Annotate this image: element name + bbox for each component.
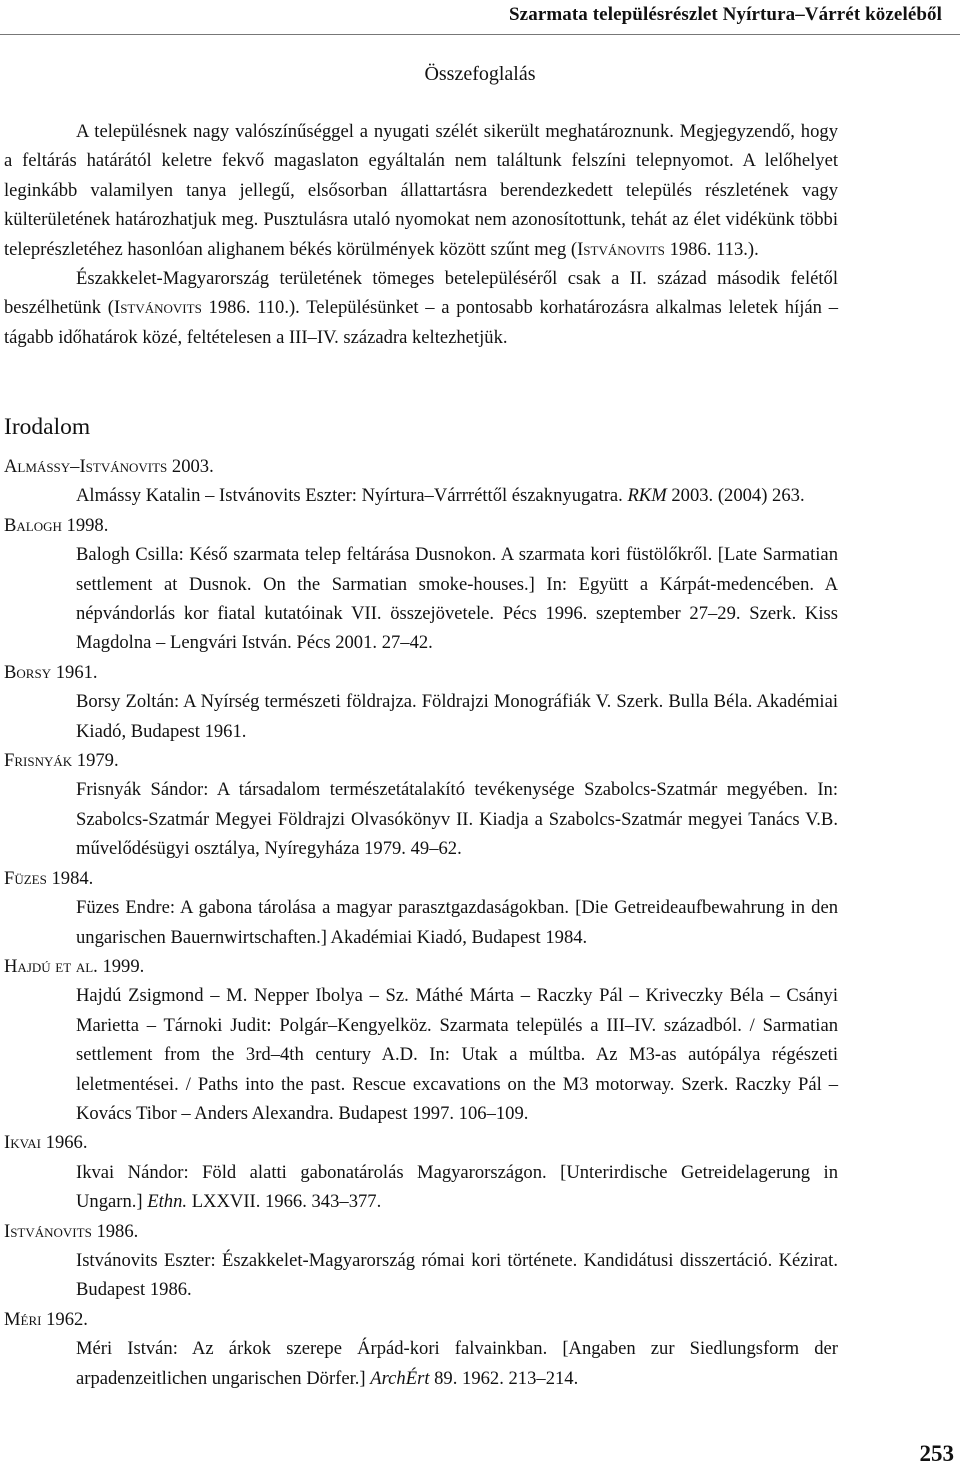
reference-text: Almássy Katalin – Istvánovits Eszter: Nyírtura–Várrréttől északnyugatra. bbox=[76, 485, 628, 507]
summary-body bbox=[4, 117, 838, 352]
reference-list bbox=[4, 452, 838, 1393]
reference-entry bbox=[76, 687, 838, 746]
reference-entry bbox=[76, 1334, 838, 1393]
reference-key: Almássy–Istvánovits 2003. bbox=[4, 456, 214, 477]
paragraph-text: 1986. 113.). bbox=[664, 238, 759, 260]
journal-title: Ethn. bbox=[147, 1191, 188, 1213]
reference-text: Füzes Endre: A gabona tárolása a magyar parasztgazdaságokban. [Die Getreideaufbewahrung in den ungarischen Bauernwirtschaften.] Akadémiai Kiadó, Budapest 1984. bbox=[76, 897, 838, 948]
reference-entry bbox=[76, 481, 838, 510]
reference-key: Füzes 1984. bbox=[4, 867, 94, 889]
citation-author: Istvánovits bbox=[577, 238, 665, 260]
reference-entry bbox=[76, 540, 838, 658]
reference-key: Méri 1962. bbox=[4, 1308, 88, 1330]
reference-key: Frisnyák 1979. bbox=[4, 750, 119, 772]
running-head: Szarmata településrészlet Nyírtura–Várrét közeléből bbox=[509, 4, 942, 25]
reference-key: Istvánovits 1986. bbox=[4, 1220, 139, 1242]
reference-key: Hajdú et al. 1999. bbox=[4, 955, 145, 977]
header-rule bbox=[0, 34, 960, 35]
journal-title: RKM bbox=[627, 485, 667, 507]
summary-paragraph-2 bbox=[4, 264, 838, 352]
reference-text: LXXVII. 1966. 343–377. bbox=[187, 1191, 382, 1213]
reference-key: Borsy 1961. bbox=[4, 661, 98, 683]
reference-text: Ikvai Nándor: Föld alatti gabonatárolás Magyarországon. [Unterirdische Getreidelagerung in Ungarn.] bbox=[76, 1161, 838, 1213]
reference-entry bbox=[76, 775, 838, 863]
reference-entry bbox=[76, 1246, 838, 1305]
reference-entry bbox=[76, 1158, 838, 1217]
reference-text: Hajdú Zsigmond – M. Nepper Ibolya – Sz. Máthé Márta – Raczky Pál – Kriveczky Béla – Csányi Marietta – Tárnoki Judit: Polgár–Kengyelköz. Szarmata település a III–IV. századból. / Sarmatian settlement from the 3rd–4th century A.D. In: Utak a múltba. Az M3-as autópálya régészeti leletmentései. / Paths into the past. Rescue excavations on the M3 motorway. Szerk. Raczky Pál – Kovács Tibor – Anders Alexandra. Budapest 1997. 106–109. bbox=[76, 985, 838, 1124]
citation-author: Istvánovits bbox=[114, 297, 202, 319]
reference-entry bbox=[76, 893, 838, 952]
paragraph-text: A településnek nagy valószínűséggel a nyugati szélét sikerült meghatároznunk. Megjegyzendő, hogy a feltárás határától keletre fekvő magaslaton egyáltalán nem találtunk felszíni telepnyomot. A lelőhelyet leginkább valamilyen tanya jellegű, elsősorban állattartásra berendezkedett település részletének vagy külterületének határozhatjuk meg. Pusztulásra utaló nyomokat nem azonosítottunk, tehát az élet vidékünk többi teleprészletéhez hasonlóan alighanem békés körülmények között szűnt meg ( bbox=[4, 121, 838, 260]
literature-heading: Irodalom bbox=[4, 414, 91, 440]
reference-text: Frisnyák Sándor: A társadalom természetátalakító tevékenysége Szabolcs-Szatmár megyében. In: Szabolcs-Szatmár Megyei Földrajzi Olvasókönyv II. Kiadja a Szabolcs-Szatmár megyei Tanács V.B. művelődésügyi osztálya, Nyíregyháza 1979. 49–62. bbox=[76, 779, 838, 860]
reference-text: Borsy Zoltán: A Nyírség természeti földrajza. Földrajzi Monográfiák V. Szerk. Bulla Béla. Akadémiai Kiadó, Budapest 1961. bbox=[76, 691, 838, 742]
reference-text: 89. 1962. 213–214. bbox=[429, 1367, 579, 1389]
reference-text: Méri István: Az árkok szerepe Árpád-kori falvainkban. [Angaben zur Siedlungsform der arpadenzeitlichen ungarischen Dörfer.] bbox=[76, 1338, 838, 1389]
paragraph-text: Északkelet-Magyarország területének tömeges betelepüléséről csak a II. század második felétől beszélhetünk ( bbox=[4, 268, 838, 319]
journal-title: ArchÉrt bbox=[370, 1367, 430, 1389]
summary-paragraph-1 bbox=[4, 117, 838, 264]
reference-key: Balogh 1998. bbox=[4, 514, 109, 536]
paragraph-text: 1986. 110.). Településünket – a pontosabb korhatározásra alkalmas leletek híján – tágabb időhatárok közé, feltételesen a III–IV. századra keltezhetjük. bbox=[4, 297, 838, 348]
page-number: 253 bbox=[919, 1441, 954, 1466]
reference-text: Balogh Csilla: Késő szarmata telep feltárása Dusnokon. A szarmata kori füstölőkről. [Late Sarmatian settlement at Dusnok. On the Sarmatian smoke-houses.] In: Együtt a Kárpát-medencében. A népvándorlás kor fiatal kutatóinak VII. összejövetele. Pécs 1996. szeptember 27–29. Szerk. Kiss Magdolna – Lengvári István. Pécs 2001. 27–42. bbox=[76, 544, 838, 654]
reference-entry bbox=[76, 981, 838, 1128]
reference-key: Ikvai 1966. bbox=[4, 1132, 88, 1154]
summary-heading: Összefoglalás bbox=[424, 63, 536, 85]
reference-text: Istvánovits Eszter: Északkelet-Magyarország római kori története. Kandidátusi disszertáció. Kézirat. Budapest 1986. bbox=[76, 1249, 838, 1301]
reference-text: 2003. (2004) 263. bbox=[666, 485, 805, 507]
